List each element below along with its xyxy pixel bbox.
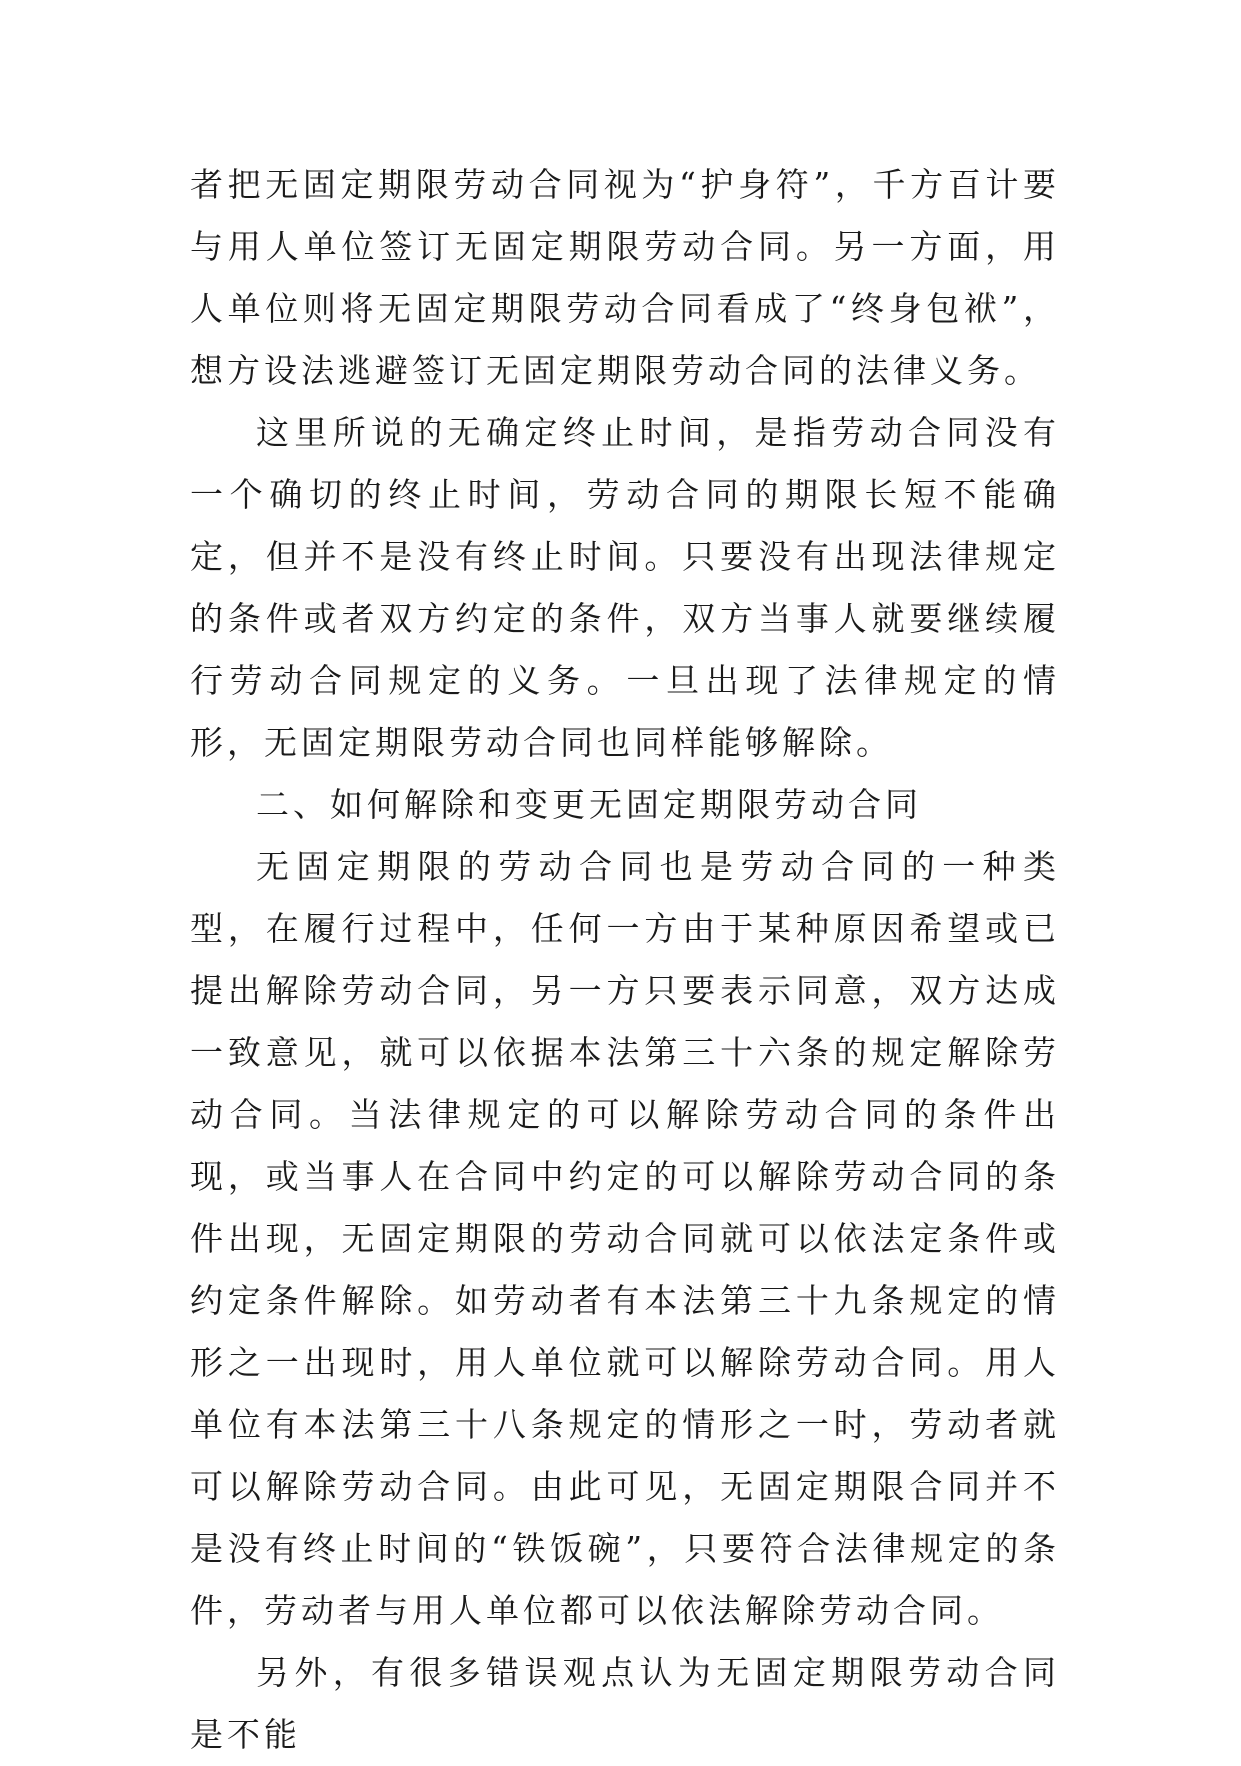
section-heading: 二、如何解除和变更无固定期限劳动合同 — [256, 785, 922, 824]
paragraph-2: 这里所说的无确定终止时间，是指劳动合同没有一个确切的终止时间，劳动合同的期限长短不能确定，但并不是没有终止时间。只要没有出现法律规定的条件或者双方约定的条件，双方当事人就要继续履行劳动合同规定的义务。一旦出现了法律规定的情形，无固定期限劳动合同也同样能够解除。 — [190, 413, 1060, 762]
paragraph-1: 者把无固定期限劳动合同视为“护身符”，千方百计要与用人单位签订无固定期限劳动合同。另一方面，用人单位则将无固定期限劳动合同看成了“终身包袱”，想方设法逃避签订无固定期限劳动合同的法律义务。 — [190, 165, 1060, 390]
paragraph-3: 无固定期限的劳动合同也是劳动合同的一种类型，在履行过程中，任何一方由于某种原因希望或已提出解除劳动合同，另一方只要表示同意，双方达成一致意见，就可以依据本法第三十六条的规定解除劳动合同。当法律规定的可以解除劳动合同的条件出现，或当事人在合同中约定的可以解除劳动合同的条件出现，无固定期限的劳动合同就可以依法定条件或约定条件解除。如劳动者有本法第三十九条规定的情形之一出现时，用人单位就可以解除劳动合同。用人单位有本法第三十八条规定的情形之一时，劳动者就可以解除劳动合同。由此可见，无固定期限合同并不是没有终止时间的“铁饭碗”，只要符合法律规定的条件，劳动者与用人单位都可以依法解除劳动合同。 — [190, 847, 1060, 1630]
paragraph-4: 另外，有很多错误观点认为无固定期限劳动合同是不能 — [190, 1653, 1060, 1754]
document-body — [190, 154, 1060, 1766]
